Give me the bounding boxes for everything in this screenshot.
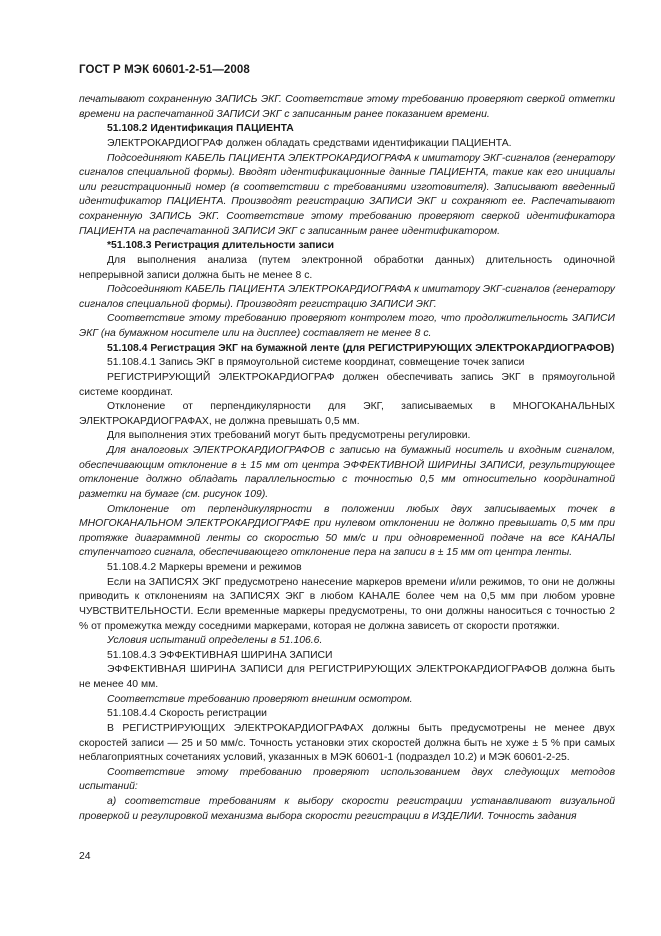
paragraph: Для выполнения анализа (путем электронной обработки данных) длительность одиночной непрерывной записи должна быть не менее 8 с. xyxy=(79,254,615,281)
document-body xyxy=(79,93,615,824)
paragraph: Подсоединяют КАБЕЛЬ ПАЦИЕНТА ЭЛЕКТРОКАРДИОГРАФА к имитатору ЭКГ-сигналов (генератору сигналов специальной формы). Производят регистрацию ЗАПИСИ ЭКГ. xyxy=(79,284,615,310)
paragraph: Соответствие этому требованию проверяют использованием двух следующих методов испытаний: xyxy=(79,766,615,793)
paragraph: В РЕГИСТРИРУЮЩИХ ЭЛЕКТРОКАРДИОГРАФАХ должны быть предусмотрены не менее двух скоростей записи — 25 и 50 мм/с. Точность установки этих скоростей должна быть не хуже ± 5 % при самых неблагоприятных сочетаниях условий, указанных в МЭК 60601-1 (подраздел 10.2) и МЭК 60601-2-25. xyxy=(79,722,615,764)
paragraph: Отклонение от перпендикулярности в положении любых двух записываемых точек в МНОГОКАНАЛЬНОМ ЭЛЕКТРОКАРДИОГРАФЕ при нулевом отклонении не должно превышать 0,5 мм при протяжке диаграммной ленты со скоростью 50 мм/с и при одновременной подаче на все КАНАЛЫ ступенчатого сигнала, обеспечивающего отклонение пера на записи в ± 15 мм от центра ленты. xyxy=(79,503,615,559)
paragraph: Для выполнения этих требований могут быть предусмотрены регулировки. xyxy=(107,430,471,442)
paragraph: а) соответствие требованиям к выбору скорости регистрации устанавливают визуальной проверкой и регулировкой механизма выбора скорости регистрации в ИЗДЕЛИИ. Точность задания xyxy=(79,796,615,822)
paragraph: Условия испытаний определены в 51.106.6. xyxy=(107,635,323,647)
paragraph: Отклонение от перпендикулярности для ЭКГ, записываемых в МНОГОКАНАЛЬНЫХ ЭЛЕКТРОКАРДИОГРАФАХ, не должна превышать 0,5 мм. xyxy=(79,401,615,427)
section-heading: *51.108.3 Регистрация длительности записи xyxy=(107,240,334,252)
paragraph: Для аналоговых ЭЛЕКТРОКАРДИОГРАФОВ с записью на бумажный носитель и входным сигналом, обеспечивающим отклонение в ± 15 мм от центра ЭФФЕКТИВНОЙ ШИРИНЫ ЗАПИСИ, результирующее отклонение должно обладать параллельностью с точностью 0,5 мм относительно координатной разметки на бумаге (см. рисунок 109). xyxy=(79,445,615,500)
subsection-heading: 51.108.4.3 ЭФФЕКТИВНАЯ ШИРИНА ЗАПИСИ xyxy=(107,649,333,661)
subsection-heading: 51.108.4.4 Скорость регистрации xyxy=(107,708,267,720)
page-number: 24 xyxy=(79,851,91,862)
standard-header: ГОСТ Р МЭК 60601-2-51—2008 xyxy=(79,64,250,76)
paragraph: ЭЛЕКТРОКАРДИОГРАФ должен обладать средствами идентификации ПАЦИЕНТА. xyxy=(107,137,512,149)
paragraph: Подсоединяют КАБЕЛЬ ПАЦИЕНТА ЭЛЕКТРОКАРДИОГРАФА к имитатору ЭКГ-сигналов (генератору сигналов специальной формы). Вводят идентификационные данные ПАЦИЕНТА, такие как его инициалы или регистрационный номер (в соответствии с требованиями изготовителя). Записывают введенный идентификатор ПАЦИЕНТА. Производят регистрацию ЗАПИСИ ЭКГ и сохраняют ее. Распечатывают сохраненную ЗАПИСЬ ЭКГ. Соответствие этому требованию проверяют сверкой идентификатора ПАЦИЕНТА на распечатанной ЗАПИСИ ЭКГ с записанным ранее идентификатором. xyxy=(79,152,615,237)
subsection-heading: 51.108.4.2 Маркеры времени и режимов xyxy=(107,562,302,573)
paragraph: Если на ЗАПИСЯХ ЭКГ предусмотрено нанесение маркеров времени и/или режимов, то они не должны приводить к отклонениям на ЗАПИСЯХ ЭКГ в любом КАНАЛЕ более чем на 0,5 мм при любом уровне ЧУВСТВИТЕЛЬНОСТИ. Если временные маркеры предусмотрены, то они должны наноситься с точностью 2 % от промежутка между соседними маркерами, которая не должна зависеть от скорости протяжки. xyxy=(79,576,615,632)
paragraph: печатывают сохраненную ЗАПИСЬ ЭКГ. Соответствие этому требованию проверяют сверкой отметки времени на распечатанной ЗАПИСИ ЭКГ с записанным ранее показанием времени. xyxy=(79,94,615,120)
subsection-heading: 51.108.4.1 Запись ЭКГ в прямоугольной системе координат, совмещение точек записи xyxy=(107,357,525,369)
section-heading: 51.108.4 Регистрация ЭКГ на бумажной ленте (для РЕГИСТРИРУЮЩИХ ЭЛЕКТРОКАРДИОГРАФОВ) xyxy=(107,342,615,354)
paragraph: Соответствие этому требованию проверяют контролем того, что продолжительность ЗАПИСИ ЭКГ (на бумажном носителе или на дисплее) составляет не менее 8 с. xyxy=(79,313,615,339)
section-heading: 51.108.2 Идентификация ПАЦИЕНТА xyxy=(107,123,294,135)
paragraph: Соответствие требованию проверяют внешним осмотром. xyxy=(107,693,413,705)
paragraph: ЭФФЕКТИВНАЯ ШИРИНА ЗАПИСИ для РЕГИСТРИРУЮЩИХ ЭЛЕКТРОКАРДИОГРАФОВ должна быть не менее 40 мм. xyxy=(79,664,615,690)
paragraph: РЕГИСТРИРУЮЩИЙ ЭЛЕКТРОКАРДИОГРАФ должен обеспечивать запись ЭКГ в прямоугольной системе координат. xyxy=(79,371,615,398)
